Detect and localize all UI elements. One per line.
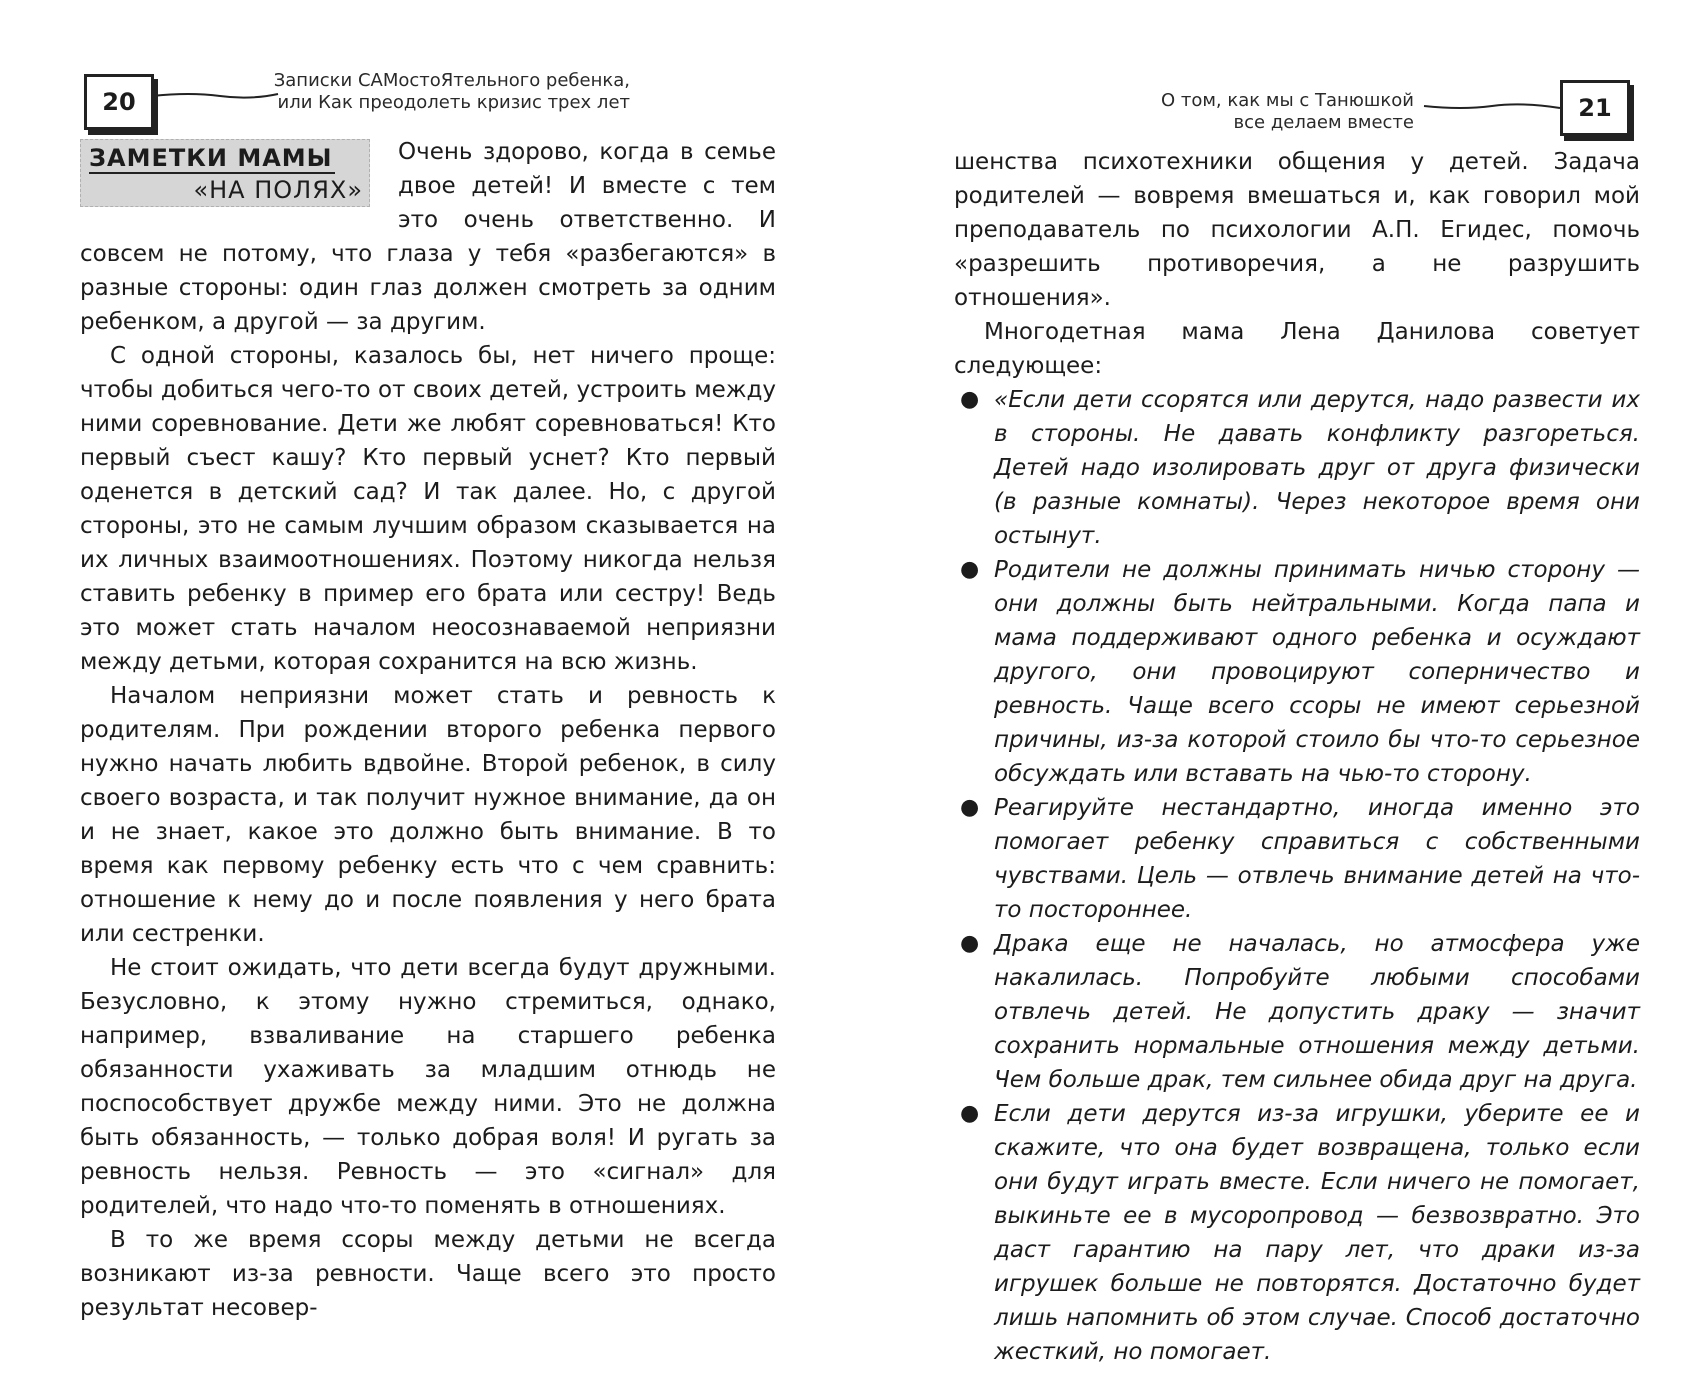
advice-list <box>954 383 1640 1369</box>
running-head <box>270 70 630 114</box>
list-item <box>954 927 1640 1097</box>
bullet-icon: ● <box>960 387 980 412</box>
bullet-icon: ● <box>960 1101 980 1126</box>
list-item-text: Родители не должны принимать ничью сторону — они должны быть нейтральными. Когда папа и мама поддерживают одного ребенка и осуждают другого, они провоцируют соперничество и ревность. Чаще всего ссоры не имеют серьезной причины, из-за которой стоило бы что-то серьезное обсуждать или вставать на чью-то сторону. <box>994 557 1640 787</box>
paragraph: Не стоит ожидать, что дети всегда будут дружными. Безусловно, к этому нужно стремиться, однако, например, взваливание на старшего ребенка обязанности ухаживать за младшим отнюдь не поспособствует дружбе между ними. Это не должна быть обязанность, — только добрая воля! И ругать за ревность нельзя. Ревность — это «сигнал» для родителей, что надо что-то поменять в отношениях. <box>80 955 776 1219</box>
list-item <box>954 791 1640 927</box>
header-ornament-line <box>1422 96 1562 116</box>
list-item <box>954 383 1640 553</box>
page-number: 21 <box>1560 80 1630 136</box>
paragraph: Многодетная мама Лена Данилова советует следующее: <box>954 319 1640 379</box>
paragraph: Началом неприязни может стать и ревность к родителям. При рождении второго ребенка первого нужно начать любить вдвойне. Второй ребенок, в силу своего возраста, и так получит нужное внимание, да он и не знает, какое это должно быть внимание. В то время как первому ребенку есть что с чем сравнить: отношение к нему до и после появления у него брата или сестренки. <box>80 683 776 947</box>
page-number: 20 <box>84 74 154 130</box>
paragraph: шенства психотехники общения у детей. Задача родителей — вовремя вмешаться и, как говорил мой преподаватель по психологии А.П. Егидес, помочь «разрешить противоречия, а не разрушить отношения». <box>954 149 1640 311</box>
right-body-text <box>954 145 1640 1369</box>
running-head-line: или Как преодолеть кризис трех лет <box>277 92 630 113</box>
bullet-icon: ● <box>960 557 980 582</box>
running-head-line: О том, как мы с Танюшкой <box>1160 90 1414 111</box>
list-item-text: Если дети дерутся из-за игрушки, уберите ее и скажите, что она будет возвращена, только если они будут играть вместе. Если ничего не помогает, выкиньте ее в мусоропровод — безвозвратно. Это даст гарантию на пару лет, что драки из-за игрушек больше не повторятся. Достаточно будет лишь напомнить об этом случае. Способ достаточно жесткий, но помогает. <box>994 1101 1640 1365</box>
mom-notes-box <box>80 139 370 207</box>
header-ornament-line <box>150 84 280 104</box>
bullet-icon: ● <box>960 795 980 820</box>
list-item <box>954 1097 1640 1369</box>
running-head-line: все делаем вместе <box>1233 112 1414 133</box>
paragraph: В то же время ссоры между детьми не всегда возникают из-за ревности. Чаще всего это просто результат несовер- <box>80 1227 776 1321</box>
list-item <box>954 553 1640 791</box>
left-body-text <box>80 135 776 1325</box>
list-item-text: «Если дети ссорятся или дерутся, надо развести их в стороны. Не давать конфликту разгореться. Детей надо изолировать друг от друга физически (в разные комнаты). Через некоторое время они остынут. <box>994 387 1640 549</box>
notes-box-title: ЗАМЕТКИ МАМЫ <box>89 144 333 172</box>
paragraph: Очень здорово, когда в семье двое детей! И вместе с тем это очень ответственно. И совсем не потому, что глаза у тебя «разбегаются» в разные стороны: один глаз должен смотреть за одним ребенком, а другой — за другим. <box>80 139 776 335</box>
running-head-line: Записки САМостоЯтельного ребенка, <box>273 70 630 91</box>
notes-box-subtitle: «НА ПОЛЯХ» <box>193 176 363 204</box>
bullet-icon: ● <box>960 931 980 956</box>
list-item-text: Драка еще не началась, но атмосфера уже накалилась. Попробуйте любыми способами отвлечь детей. Не допустить драку — значит сохранить нормальные отношения между детьми. Чем больше драк, тем сильнее обида друг на друга. <box>994 931 1640 1093</box>
right-page <box>854 0 1708 1375</box>
paragraph: С одной стороны, казалось бы, нет ничего проще: чтобы добиться чего-то от своих детей, устроить между ними соревнование. Дети же любят соревноваться! Кто первый съест кашу? Кто первый уснет? Кто первый оденется в детский сад? И так далее. Но, с другой стороны, это не самым лучшим образом сказывается на их личных взаимоотношениях. Поэтому никогда нельзя ставить ребенку в пример его брата или сестру! Ведь это может стать началом неосознаваемой неприязни между детьми, которая сохранится на всю жизнь. <box>80 343 776 675</box>
running-head <box>1084 90 1414 134</box>
list-item-text: Реагируйте нестандартно, иногда именно это помогает ребенку справиться с собственными чувствами. Цель — отвлечь внимание детей на что-то постороннее. <box>994 795 1640 923</box>
